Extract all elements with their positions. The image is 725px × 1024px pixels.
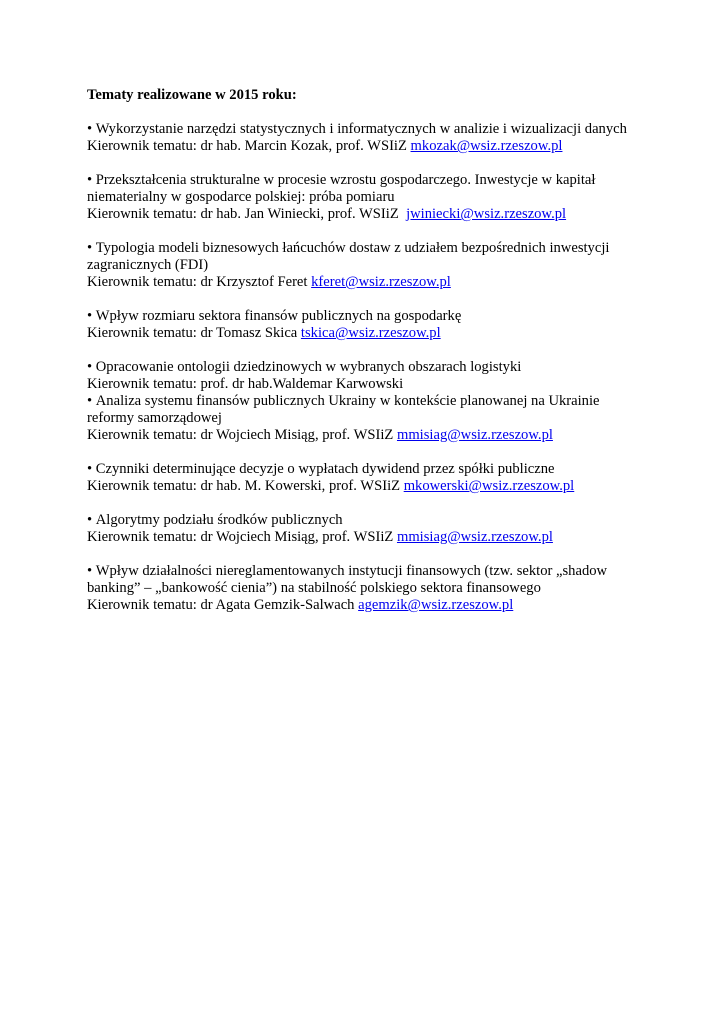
topic-title: • Wykorzystanie narzędzi statystycznych i informatycznych w analizie i wizualizacji danych <box>87 121 647 138</box>
topic-supervisor <box>87 206 647 223</box>
topic-supervisor <box>87 138 647 155</box>
topic-item <box>87 172 647 223</box>
topic-supervisor <box>87 274 647 291</box>
supervisor-text: Kierownik tematu: dr Wojciech Misiąg, prof. WSIiZ <box>87 427 397 443</box>
topic-item <box>87 461 647 495</box>
supervisor-text: Kierownik tematu: dr Krzysztof Feret <box>87 274 312 290</box>
topic-supervisor <box>87 597 647 614</box>
topic-item <box>87 563 647 614</box>
email-link[interactable]: agemzik@wsiz.rzeszow.pl <box>358 597 514 613</box>
document-page <box>87 87 647 631</box>
supervisor-text: Kierownik tematu: dr Tomasz Skica <box>87 325 301 341</box>
email-link[interactable]: kferet@wsiz.rzeszow.pl <box>311 274 451 290</box>
topic-supervisor <box>87 478 647 495</box>
topic-supervisor <box>87 376 647 393</box>
topic-item <box>87 512 647 546</box>
supervisor-text: Kierownik tematu: dr hab. Jan Winiecki, prof. WSIiZ <box>87 206 407 222</box>
topic-title: • Opracowanie ontologii dziedzinowych w wybranych obszarach logistyki <box>87 359 647 376</box>
email-link[interactable]: tskica@wsiz.rzeszow.pl <box>300 325 441 341</box>
document-title: Tematy realizowane w 2015 roku: <box>87 87 297 103</box>
email-link[interactable]: mmisiag@wsiz.rzeszow.pl <box>396 427 553 443</box>
email-link[interactable]: mkowerski@wsiz.rzeszow.pl <box>403 478 575 494</box>
topic-item <box>87 393 647 444</box>
supervisor-text: Kierownik tematu: dr hab. M. Kowerski, prof. WSIiZ <box>87 478 404 494</box>
email-link[interactable]: mmisiag@wsiz.rzeszow.pl <box>396 529 553 545</box>
topic-title: • Czynniki determinujące decyzje o wypłatach dywidend przez spółki publiczne <box>87 461 647 478</box>
topic-title: • Wpływ rozmiaru sektora finansów publicznych na gospodarkę <box>87 308 647 325</box>
supervisor-text: Kierownik tematu: prof. dr hab.Waldemar Karwowski <box>87 376 404 392</box>
topic-title-continued: reformy samorządowej <box>87 410 222 426</box>
supervisor-text: Kierownik tematu: dr Wojciech Misiąg, prof. WSIiZ <box>87 529 397 545</box>
email-link[interactable]: mkozak@wsiz.rzeszow.pl <box>410 138 563 154</box>
topic-supervisor <box>87 427 647 444</box>
topic-supervisor <box>87 325 647 342</box>
topic-title: • Algorytmy podziału środków publicznych <box>87 512 647 529</box>
topic-title: • Analiza systemu finansów publicznych Ukrainy w kontekście planowanej na Ukrainie <box>87 393 647 410</box>
topic-title-continued: niematerialny w gospodarce polskiej: próba pomiaru <box>87 189 395 205</box>
topic-title: • Wpływ działalności niereglamentowanych instytucji finansowych (tzw. sektor „shadow <box>87 563 647 580</box>
topic-item <box>87 121 647 155</box>
supervisor-text: Kierownik tematu: dr Agata Gemzik-Salwach <box>87 597 359 613</box>
topic-title: • Typologia modeli biznesowych łańcuchów dostaw z udziałem bezpośrednich inwestycji <box>87 240 647 257</box>
topic-item <box>87 240 647 291</box>
topic-title: • Przekształcenia strukturalne w procesie wzrostu gospodarczego. Inwestycje w kapitał <box>87 172 647 189</box>
supervisor-text: Kierownik tematu: dr hab. Marcin Kozak, prof. WSIiZ <box>87 138 411 154</box>
topic-item <box>87 359 647 393</box>
topic-title-continued: zagranicznych (FDI) <box>87 257 209 273</box>
topic-supervisor <box>87 529 647 546</box>
email-link[interactable]: jwiniecki@wsiz.rzeszow.pl <box>406 206 567 222</box>
topic-title-continued: banking” – „bankowość cienia”) na stabilność polskiego sektora finansowego <box>87 580 541 596</box>
topic-item <box>87 308 647 342</box>
